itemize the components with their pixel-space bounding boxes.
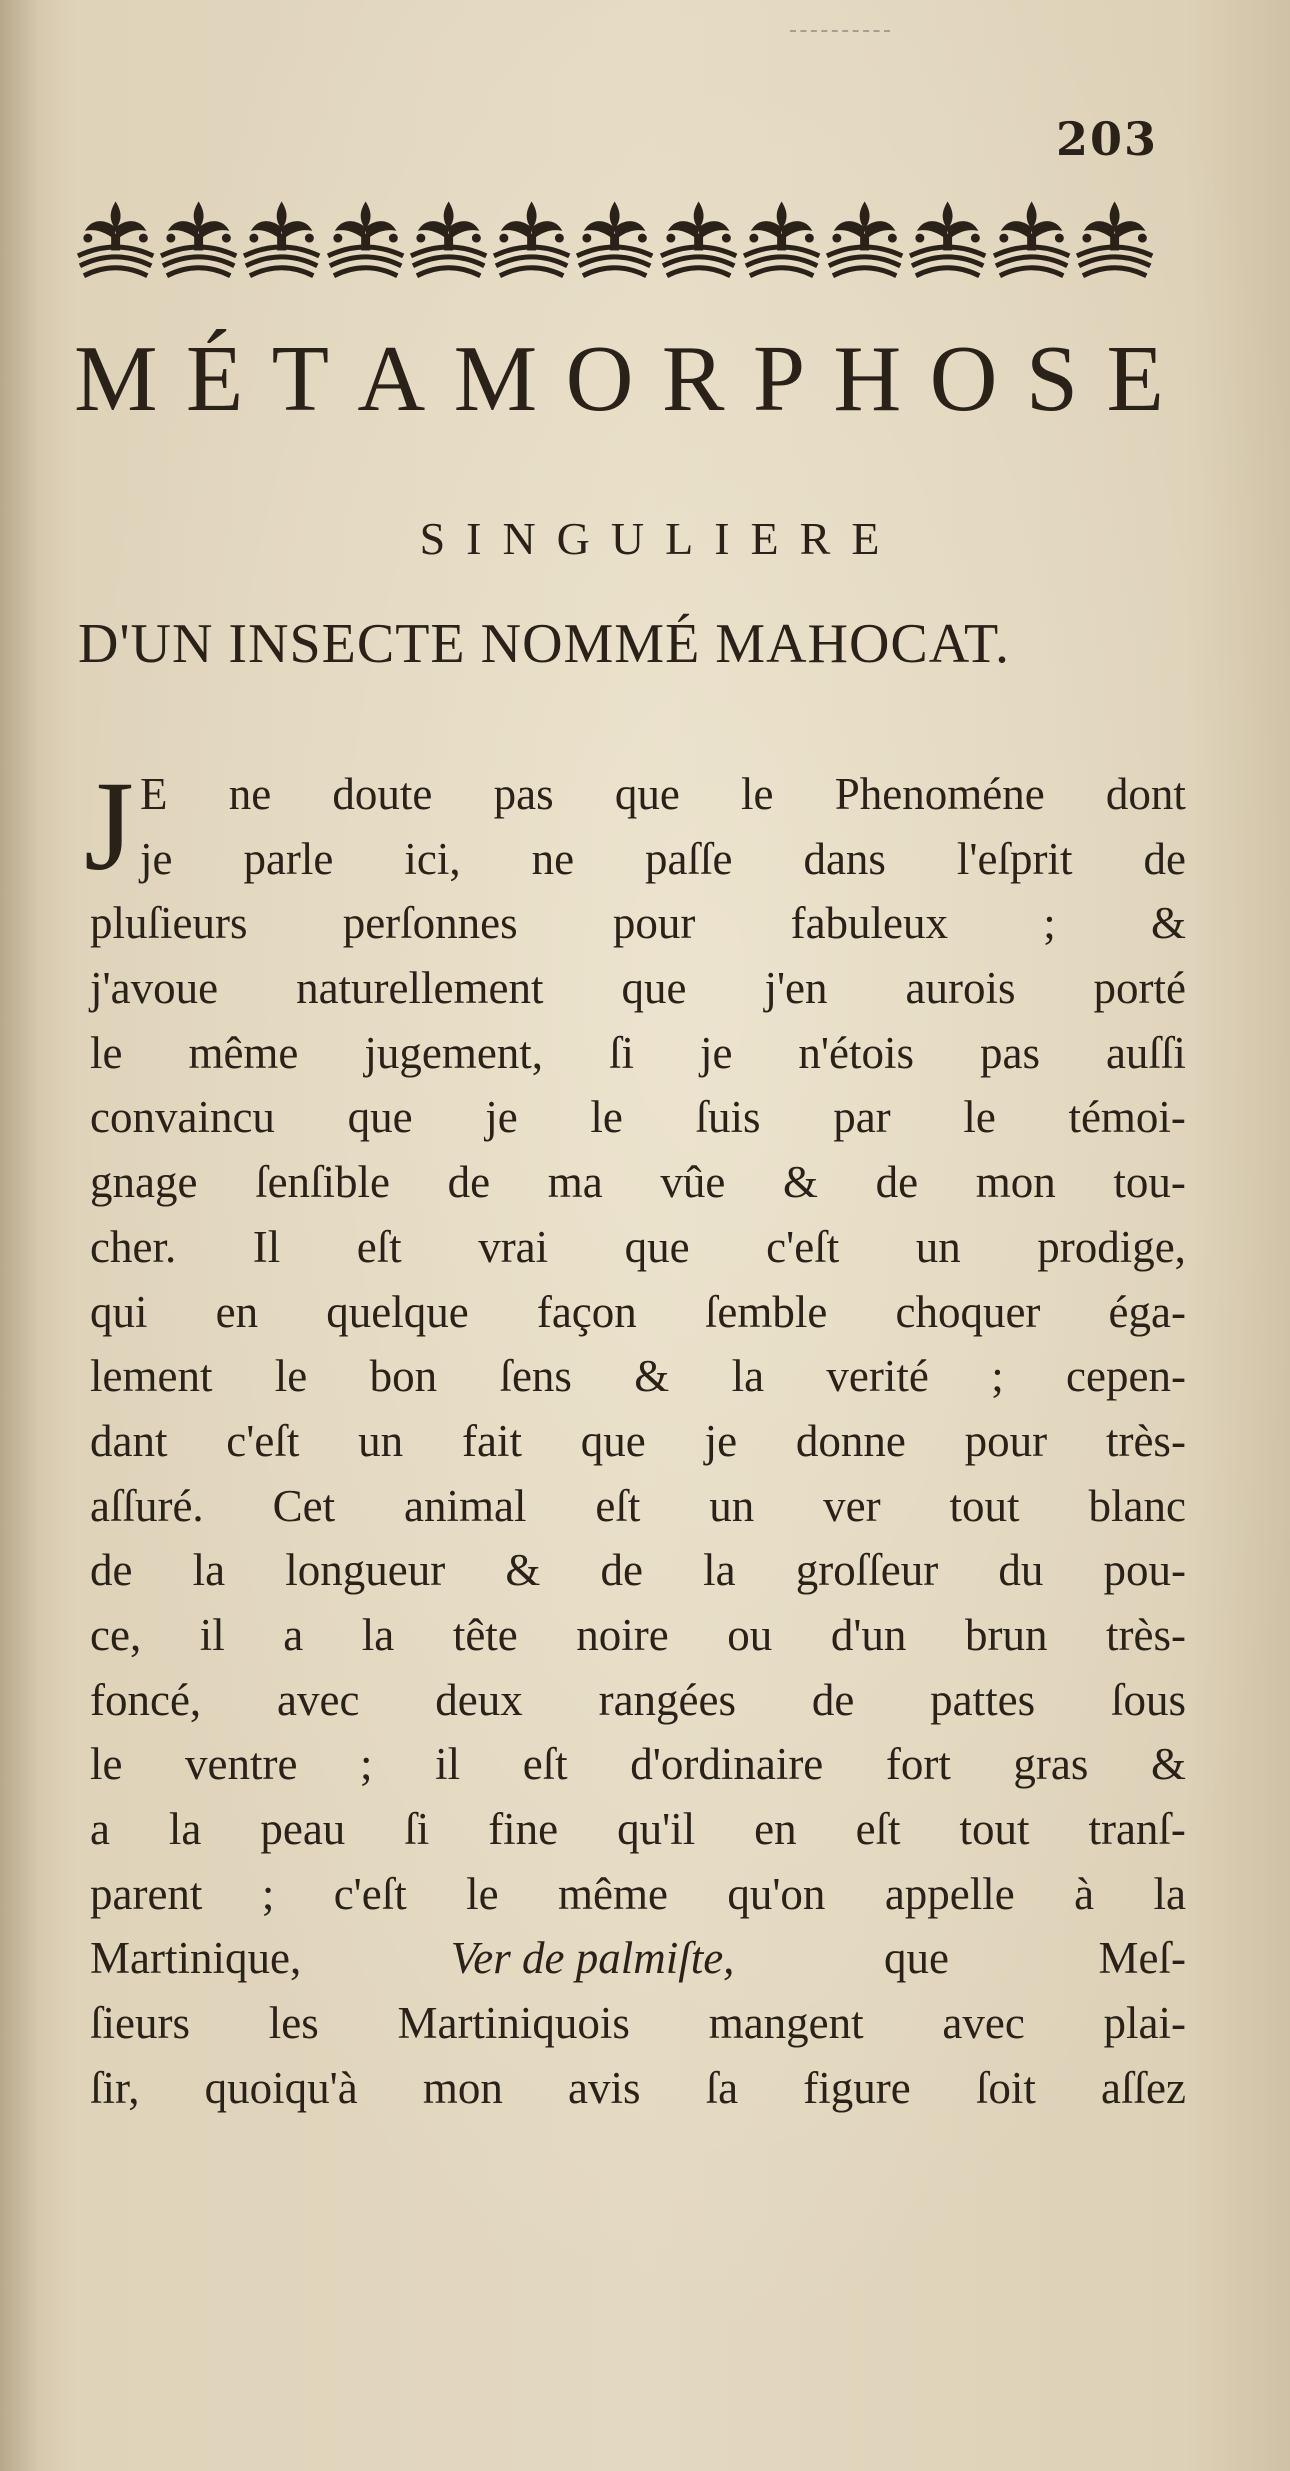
title-letter: S	[1025, 327, 1079, 431]
word: Cet	[272, 1480, 336, 1531]
word: &	[634, 1351, 670, 1402]
word: de	[600, 1545, 643, 1596]
word: figure	[803, 2062, 911, 2113]
word: qui	[90, 1286, 148, 1337]
word: Martiniquois	[397, 1998, 630, 2049]
text-line	[90, 833, 1186, 898]
fleuron-icon	[657, 198, 740, 294]
word: ſous	[1110, 1674, 1186, 1725]
text-line	[90, 1415, 1186, 1480]
word: plai-	[1103, 1998, 1186, 2049]
text-line	[90, 1544, 1186, 1609]
text-line	[90, 2062, 1186, 2127]
text-line	[90, 1997, 1186, 2062]
word: le	[590, 1092, 623, 1143]
word: ſuis	[695, 1092, 761, 1143]
word: mon	[422, 2062, 503, 2113]
word: ventre	[185, 1739, 298, 1790]
word: le	[466, 1868, 499, 1919]
word: ;	[991, 1351, 1004, 1402]
subtitle-singuliere: SINGULIERE	[419, 513, 901, 564]
word: Phenoméne	[834, 769, 1045, 819]
word: la	[731, 1351, 765, 1402]
word: convaincu	[90, 1092, 275, 1143]
word: appelle	[884, 1868, 1015, 1919]
word: ſemble	[704, 1286, 828, 1337]
word: &	[783, 1157, 819, 1208]
word: eſt	[356, 1221, 402, 1272]
title-letter: M	[453, 327, 538, 431]
word: ſa	[705, 2062, 739, 2113]
word: Meſ-	[1098, 1933, 1186, 1984]
text-line	[90, 1286, 1186, 1351]
italic-term: Ver de palmiſte,	[450, 1933, 735, 1984]
word: E	[140, 769, 168, 819]
word: ma	[547, 1157, 603, 1208]
word: ;	[261, 1868, 275, 1919]
word: tout	[949, 1480, 1020, 1531]
gutter-shadow	[0, 0, 40, 2471]
word: même	[188, 1027, 299, 1078]
word: Martinique,	[90, 1933, 302, 1984]
word: qu'on	[727, 1868, 826, 1919]
word: la	[168, 1804, 202, 1854]
word: verité	[826, 1351, 929, 1402]
word: deux	[435, 1674, 523, 1725]
word: animal	[404, 1480, 527, 1531]
word: dont	[1105, 769, 1186, 819]
word: ;	[1043, 898, 1056, 949]
word: choquer	[895, 1286, 1041, 1337]
text-line	[90, 1480, 1186, 1545]
fleuron-icon	[157, 198, 240, 294]
word: peau	[260, 1804, 346, 1854]
word: donne	[795, 1415, 906, 1466]
word: parent	[90, 1868, 203, 1919]
title-letter: E	[1106, 327, 1164, 431]
word: tête	[452, 1609, 518, 1660]
word: a	[283, 1609, 304, 1660]
word: ſieurs	[90, 1998, 190, 2049]
word: eſt	[855, 1804, 901, 1854]
word: perſonnes	[342, 898, 518, 949]
word: témoi-	[1068, 1092, 1186, 1143]
word: d'ordinaire	[630, 1739, 824, 1790]
word: en	[215, 1286, 259, 1337]
text-line	[90, 1674, 1186, 1739]
word: eſt	[522, 1739, 568, 1790]
title-letter: T	[271, 327, 330, 431]
word: ici,	[404, 833, 461, 884]
word: le	[963, 1092, 996, 1143]
word: que	[624, 1221, 690, 1272]
word: de	[1143, 833, 1186, 884]
word: gnage	[90, 1157, 198, 1208]
word: qu'il	[617, 1804, 696, 1854]
word: dans	[803, 833, 886, 884]
word: noire	[576, 1609, 669, 1660]
word: un	[915, 1221, 961, 1272]
word: ne	[531, 833, 575, 884]
word: eſt	[595, 1480, 641, 1531]
word: vrai	[478, 1221, 549, 1272]
text-line	[90, 1932, 1186, 1997]
word: ne	[228, 769, 272, 819]
fleuron-border	[74, 198, 1156, 294]
word: fine	[488, 1804, 559, 1854]
title-letter: O	[929, 327, 998, 431]
word: foncé,	[90, 1674, 202, 1725]
word: pluſieurs	[90, 898, 248, 949]
word: j'en	[764, 963, 828, 1014]
word: l'eſprit	[956, 833, 1073, 884]
word: ſi	[609, 1027, 635, 1078]
word: cepen-	[1066, 1351, 1186, 1402]
word: éga-	[1108, 1286, 1186, 1337]
word: du	[998, 1545, 1044, 1596]
word: le	[741, 769, 774, 819]
word: de	[90, 1545, 133, 1596]
word: aurois	[905, 963, 1016, 1014]
text-line	[90, 1156, 1186, 1221]
title-letter: P	[752, 327, 806, 431]
word: j'avoue	[90, 963, 219, 1014]
word: la	[1153, 1868, 1186, 1919]
text-line	[90, 768, 1186, 833]
word: rangées	[598, 1674, 736, 1725]
word: la	[703, 1545, 736, 1596]
word: avis	[567, 2062, 641, 2113]
word: mon	[975, 1157, 1056, 1208]
word: n'étois	[798, 1027, 915, 1078]
text-line	[90, 1803, 1186, 1868]
word: ſens	[499, 1351, 572, 1402]
word: ſoit	[975, 2062, 1036, 2113]
word: longueur	[285, 1545, 446, 1596]
word: doute	[332, 769, 433, 819]
word: ;	[360, 1739, 373, 1790]
word: gras	[1013, 1739, 1089, 1790]
word: d'un	[830, 1609, 907, 1660]
body-paragraph	[84, 755, 1186, 2126]
word: prodige,	[1037, 1221, 1186, 1272]
fleuron-icon	[573, 198, 656, 294]
word: tout	[959, 1804, 1030, 1854]
word: les	[268, 1998, 319, 2049]
word: parle	[243, 833, 334, 884]
word: en	[754, 1804, 797, 1854]
word: dant	[90, 1415, 168, 1466]
word: c'eſt	[333, 1868, 407, 1919]
fleuron-icon	[74, 198, 157, 294]
word: pour	[964, 1415, 1048, 1466]
word	[451, 1932, 735, 1984]
word: paſſe	[645, 833, 733, 884]
word: ce,	[90, 1609, 142, 1660]
word: par	[833, 1092, 891, 1143]
word: de	[875, 1157, 919, 1208]
fleuron-icon	[740, 198, 823, 294]
word: mangent	[708, 1998, 864, 2049]
text-line	[90, 1868, 1186, 1933]
text-line	[90, 897, 1186, 962]
title-letter: R	[661, 327, 725, 431]
fleuron-icon	[490, 198, 573, 294]
word: façon	[536, 1286, 637, 1337]
fleuron-icon	[823, 198, 906, 294]
text-line	[90, 1027, 1186, 1092]
text-line	[90, 1738, 1186, 1803]
word: le	[90, 1739, 123, 1790]
text-line	[90, 1221, 1186, 1286]
word: il	[435, 1739, 461, 1790]
word: &	[1150, 1739, 1186, 1790]
word: pour	[612, 898, 696, 949]
word: ou	[727, 1609, 773, 1660]
word: fait	[461, 1415, 522, 1466]
word: un	[709, 1480, 755, 1531]
subtitle-insect-name: D'UN INSECTE NOMMÉ MAHOCAT.	[78, 613, 1011, 675]
text-line	[90, 1609, 1186, 1674]
title-metamorphose	[74, 327, 1164, 431]
word: fort	[885, 1739, 951, 1790]
title-letter: A	[357, 327, 426, 431]
word: vûe	[660, 1157, 726, 1208]
word: que	[883, 1933, 949, 1984]
word: très-	[1106, 1609, 1186, 1660]
title-letter: É	[185, 327, 244, 431]
word: le	[274, 1351, 308, 1402]
word: aſſuré.	[90, 1480, 204, 1531]
word: c'eſt	[226, 1415, 300, 1466]
fleuron-icon	[240, 198, 323, 294]
fleuron-icon	[1073, 198, 1156, 294]
word: Il	[252, 1221, 281, 1272]
word: tou-	[1113, 1157, 1186, 1208]
word: je	[704, 1415, 738, 1466]
word: avec	[277, 1674, 360, 1725]
text-line	[90, 1350, 1186, 1415]
word: cher.	[90, 1221, 177, 1272]
word: même	[558, 1868, 668, 1919]
title-letter: O	[565, 327, 634, 431]
word: la	[192, 1545, 226, 1596]
word: jugement,	[364, 1027, 544, 1078]
word: bon	[369, 1351, 438, 1402]
word: la	[361, 1609, 395, 1660]
word: a	[90, 1804, 110, 1854]
word: pattes	[930, 1674, 1036, 1725]
word: brun	[964, 1609, 1048, 1660]
word: il	[199, 1609, 225, 1660]
word: fabuleux	[790, 898, 949, 949]
word: que	[580, 1415, 646, 1466]
title-letter: H	[833, 327, 902, 431]
word: avec	[942, 1998, 1025, 2049]
word: de	[447, 1157, 491, 1208]
word: tranſ-	[1088, 1804, 1186, 1854]
title-letter: M	[74, 327, 158, 431]
top-mark	[790, 30, 890, 38]
word: un	[358, 1415, 404, 1466]
drop-cap: J	[84, 755, 134, 897]
word: lement	[90, 1351, 213, 1402]
fleuron-icon	[990, 198, 1073, 294]
word: ſir,	[90, 2062, 140, 2113]
page-number: 203	[1055, 112, 1158, 166]
word: de	[811, 1674, 855, 1725]
word: auſſi	[1105, 1027, 1186, 1078]
word: je	[485, 1092, 518, 1143]
word: que	[621, 963, 687, 1014]
word: pou-	[1103, 1545, 1186, 1596]
word: à	[1074, 1868, 1095, 1919]
word: quelque	[326, 1286, 469, 1337]
text-line	[90, 962, 1186, 1027]
word: &	[505, 1545, 541, 1596]
word: que	[614, 769, 680, 819]
word: je	[140, 833, 173, 884]
word: pas	[979, 1027, 1040, 1078]
fleuron-icon	[407, 198, 490, 294]
word: que	[347, 1092, 413, 1143]
word: pas	[493, 769, 554, 819]
word: ſi	[404, 1804, 430, 1854]
word: c'eſt	[766, 1221, 840, 1272]
word: quoiqu'à	[204, 2062, 358, 2113]
fleuron-icon	[324, 198, 407, 294]
word: ver	[823, 1480, 881, 1531]
word: blanc	[1088, 1480, 1186, 1531]
word: naturellement	[296, 963, 544, 1014]
word: je	[699, 1027, 733, 1078]
word: ſenſible	[255, 1157, 391, 1208]
word: le	[90, 1027, 123, 1078]
text-line	[90, 1091, 1186, 1156]
word: groſſeur	[795, 1545, 939, 1596]
fleuron-icon	[906, 198, 989, 294]
word: &	[1150, 898, 1186, 949]
word: très-	[1105, 1415, 1186, 1466]
word: aſſez	[1101, 2062, 1186, 2113]
word: porté	[1093, 963, 1186, 1014]
